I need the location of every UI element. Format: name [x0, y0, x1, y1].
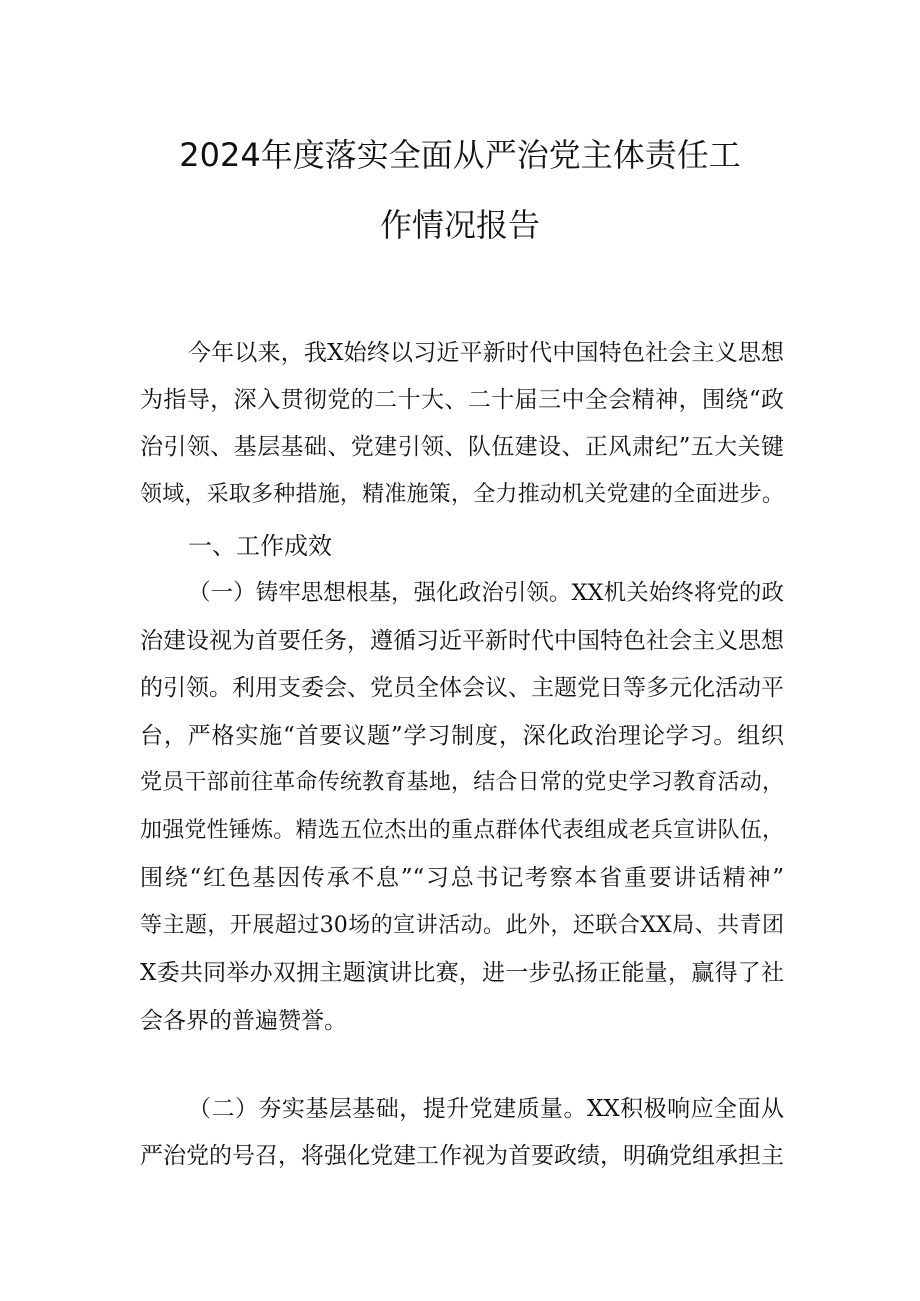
paragraph-line: 等主题，开展超过30场的宣讲活动。此外，还联合XX局、共青团 [140, 913, 784, 938]
paragraph-line: （一）铸牢思想根基，强化政治引领。XX机关始终将党的政 [188, 580, 784, 606]
intro-line: 今年以来，我X始终以习近平新时代中国特色社会主义思想 [188, 340, 784, 366]
document-title-line-1: 2024年度落实全面从严治党主体责任工 [179, 136, 741, 174]
intro-line: 领域，采取多种措施，精准施策，全力推动机关党建的全面进步。 [140, 482, 784, 507]
paragraph-line: 治建设视为首要任务，遵循习近平新时代中国特色社会主义思想 [140, 628, 784, 654]
paragraph-line: 党员干部前往革命传统教育基地，结合日常的党史学习教育活动， [140, 770, 784, 795]
paragraph-line: （二）夯实基层基础，提升党建质量。XX积极响应全面从 [188, 1096, 784, 1122]
paragraph-line: 的引领。利用支委会、党员全体会议、主题党日等多元化活动平 [140, 675, 784, 701]
paragraph-line: 加强党性锤炼。精选五位杰出的重点群体代表组成老兵宣讲队伍， [140, 818, 784, 843]
paragraph-line: X委共同举办双拥主题演讲比赛，进一步弘扬正能量，赢得了社 [140, 960, 784, 986]
paragraph-line: 台，严格实施“首要议题”学习制度，深化政治理论学习。组织 [140, 723, 784, 749]
paragraph-line: 围绕“红色基因传承不息”“习总书记考察本省重要讲话精神” [140, 865, 784, 891]
paragraph-line: 严治党的号召，将强化党建工作视为首要政绩，明确党组承担主 [140, 1143, 784, 1169]
section-heading: 一、工作成效 [188, 532, 332, 560]
document-title-line-2: 作情况报告 [379, 206, 540, 244]
paragraph-line: 会各界的普遍赞誉。 [140, 1008, 347, 1034]
intro-line: 为指导，深入贯彻党的二十大、二十届三中全会精神，围绕“政 [140, 387, 784, 413]
intro-line: 治引领、基层基础、党建引领、队伍建设、正风肃纪”五大关键 [140, 434, 784, 460]
